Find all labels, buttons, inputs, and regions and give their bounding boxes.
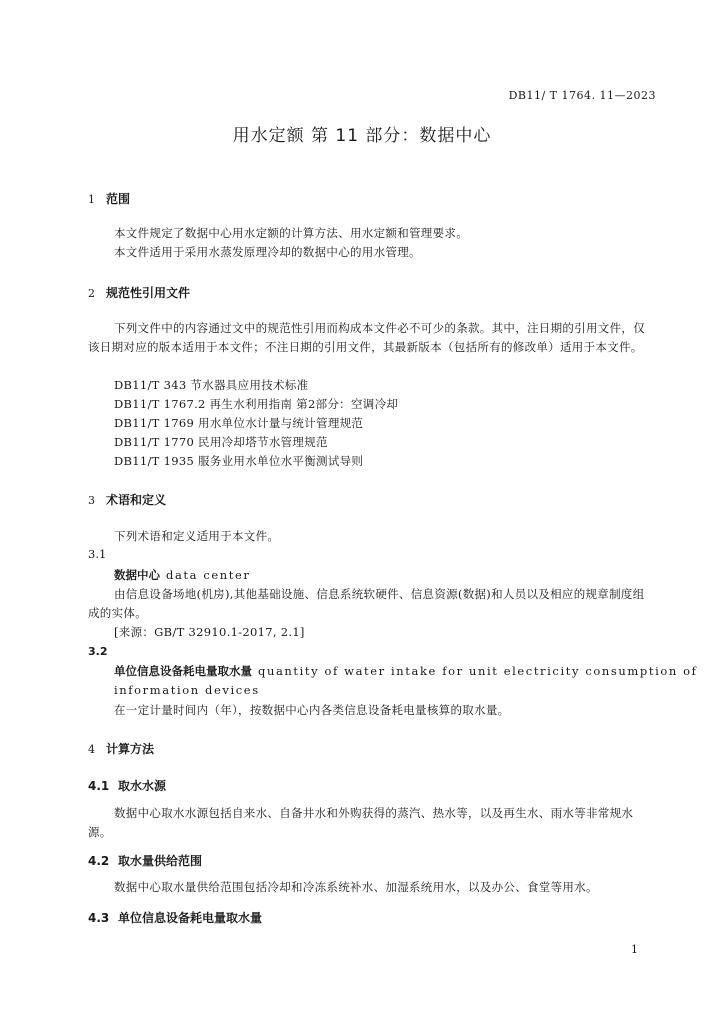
section-title: 规范性引用文件 [106, 286, 191, 300]
term-number: 3.2 [88, 645, 108, 658]
subsection-title: 取水水源 [118, 779, 167, 793]
term-definition: 由信息设备场地(机房),其他基础设施、信息系统软硬件、信息资源(数据)和人员以及相应的规章制度组成的实体。 [88, 587, 645, 620]
term-english-continued [114, 683, 260, 697]
reference-item: DB11/T 1767.2 再生水利用指南 第2部分：空调冷却 [114, 397, 399, 411]
section-number: 1 [88, 193, 95, 206]
paragraph: 下列文件中的内容通过文中的规范性引用而构成本文件必不可少的条款。其中，注日期的引用文件，仅该日期对应的版本适用于本文件；不注日期的引用文件，其最新版本（包括所有的修改单）适用于本文件。 [88, 321, 645, 354]
term-english: information devices [114, 683, 260, 697]
page-number: 1 [631, 943, 638, 956]
page-title: 用水定额 第 11 部分：数据中心 [232, 126, 492, 146]
term-source: [来源：GB/T 32910.1-2017, 2.1] [114, 625, 305, 639]
section-1-heading [88, 190, 130, 207]
reference-item: DB11/T 1935 服务业用水单位水平衡测试导则 [114, 454, 364, 468]
term-name: 数据中心 [114, 568, 160, 582]
section-number: 4 [88, 743, 95, 756]
term-entry [114, 663, 698, 679]
subsection-title: 单位信息设备耗电量取水量 [118, 911, 263, 925]
term-english: data center [166, 568, 251, 582]
term-english: quantity of water intake for unit electricity consumption of [258, 664, 698, 678]
section-title: 术语和定义 [106, 493, 167, 507]
term-definition: 在一定计量时间内（年），按数据中心内各类信息设备耗电量核算的取水量。 [114, 703, 510, 717]
paragraph: 本文件规定了数据中心用水定额的计算方法、用水定额和管理要求。 [114, 226, 468, 240]
document-number: DB11/ T 1764. 11—2023 [508, 89, 656, 102]
paragraph: 本文件适用于采用水蒸发原理冷却的数据中心的用水管理。 [114, 245, 421, 259]
paragraph: 下列术语和定义适用于本文件。 [114, 529, 280, 543]
reference-item: DB11/T 1770 民用冷却塔节水管理规范 [114, 435, 328, 449]
subsection-4-2-heading [88, 852, 202, 869]
term-entry [114, 567, 251, 583]
section-number: 3 [88, 494, 95, 507]
term-name: 单位信息设备耗电量取水量 [114, 664, 252, 678]
subsection-number: 4.3 [88, 911, 110, 925]
subsection-4-1-heading [88, 777, 166, 794]
section-2-heading [88, 284, 190, 301]
section-3-heading [88, 491, 166, 508]
subsection-number: 4.1 [88, 779, 110, 793]
section-4-heading [88, 740, 154, 757]
term-number: 3.1 [88, 547, 107, 561]
paragraph: 数据中心取水水源包括自来水、自备井水和外购获得的蒸汽、热水等，以及再生水、雨水等非常规水源。 [88, 806, 634, 839]
paragraph: 数据中心取水量供给范围包括冷却和冷冻系统补水、加湿系统用水，以及办公、食堂等用水。 [114, 880, 598, 894]
reference-item: DB11/T 343 节水器具应用技术标准 [114, 378, 309, 392]
reference-item: DB11/T 1769 用水单位水计量与统计管理规范 [114, 416, 364, 430]
subsection-number: 4.2 [88, 854, 110, 868]
section-title: 范围 [106, 192, 131, 206]
section-title: 计算方法 [106, 742, 155, 756]
subsection-title: 取水量供给范围 [118, 854, 203, 868]
subsection-4-3-heading [88, 909, 262, 926]
section-number: 2 [88, 287, 95, 300]
